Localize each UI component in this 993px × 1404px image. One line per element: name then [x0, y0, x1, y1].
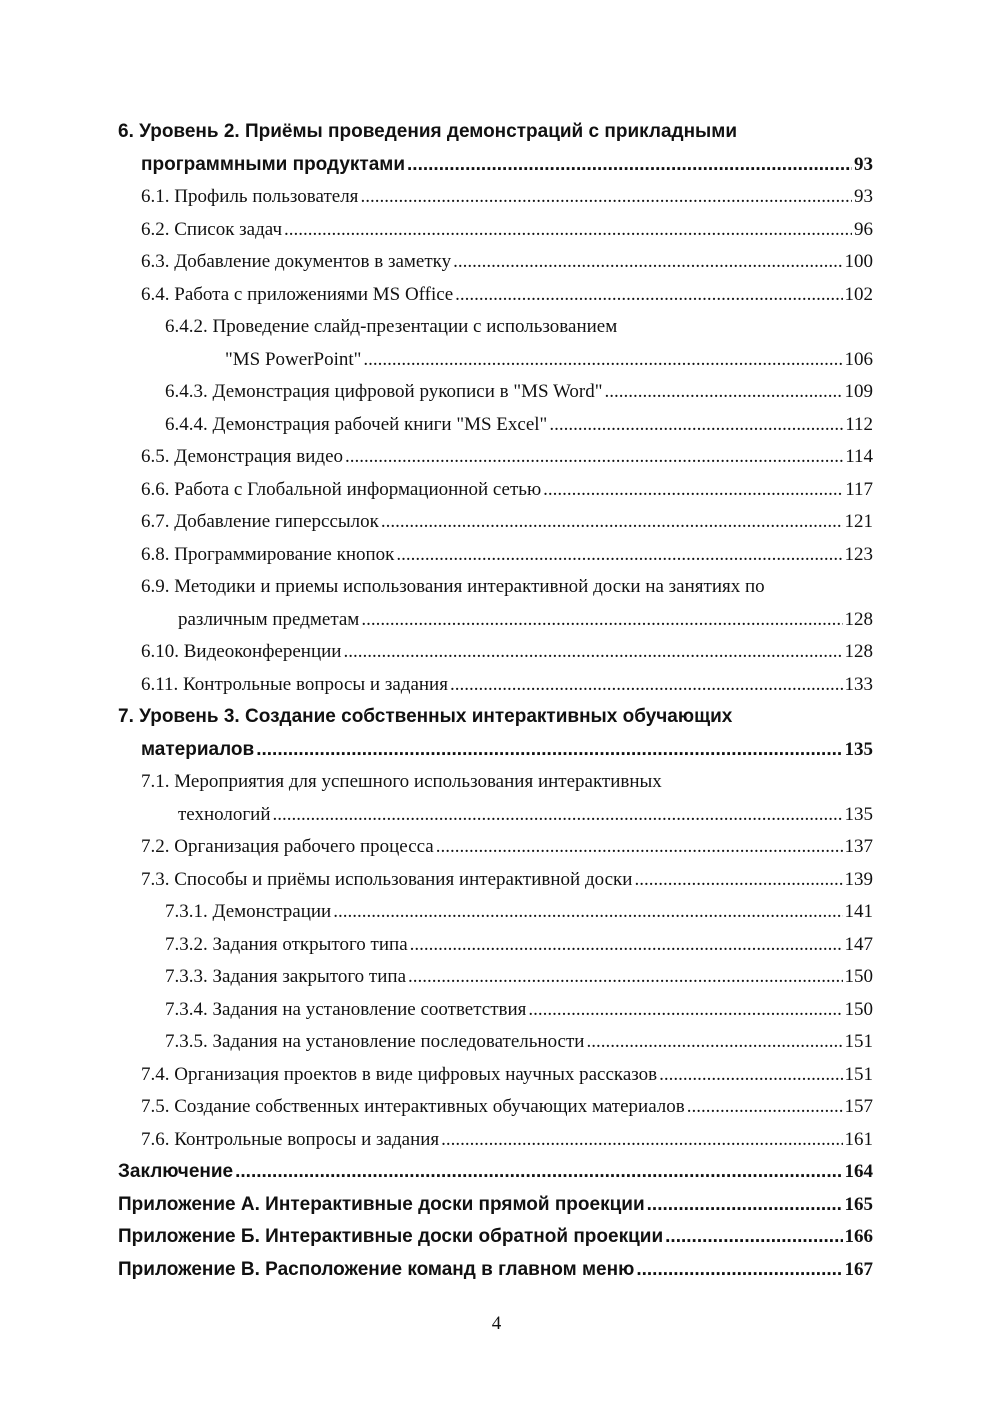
toc-entry-title: 6.8. Программирование кнопок [141, 543, 395, 565]
toc-page-number: 121 [844, 511, 873, 532]
toc-entry-line [118, 311, 873, 344]
toc-entry-title: 6. Уровень 2. Приёмы проведения демонстраций с прикладными [118, 121, 738, 142]
dot-leader [381, 506, 843, 539]
toc-entry[interactable] [118, 539, 873, 572]
toc-page-number: 151 [844, 1063, 873, 1085]
toc-entry-line [118, 961, 873, 994]
dot-leader [450, 669, 843, 702]
toc-entry[interactable] [118, 181, 873, 214]
toc-entry[interactable] [118, 246, 873, 279]
toc-entry-line [118, 1091, 873, 1124]
toc-entry-title: 7. Уровень 3. Создание собственных интерактивных обучающих [118, 706, 733, 727]
toc-entry-line [118, 474, 873, 507]
toc-entry[interactable] [118, 1026, 873, 1059]
toc-page-number: 102 [844, 283, 873, 305]
toc-entry-title: 6.7. Добавление гиперссылок [141, 511, 379, 532]
dot-leader [361, 604, 842, 637]
toc-entry-line [118, 799, 873, 832]
dot-leader [396, 539, 842, 572]
dot-leader [360, 181, 852, 214]
toc-page-number: 128 [844, 608, 873, 630]
dot-leader [436, 831, 843, 864]
toc-entry[interactable] [118, 1124, 873, 1157]
toc-entry-title: технологий [178, 803, 271, 825]
toc-entry[interactable] [118, 1254, 873, 1287]
toc-page-number: 133 [844, 673, 873, 695]
toc-entry-title: 6.6. Работа с Глобальной информационной сетью [141, 478, 542, 500]
toc-entry-title: 6.11. Контрольные вопросы и задания [141, 673, 448, 695]
toc-entry-title: 6.2. Список задач [141, 218, 283, 240]
dot-leader [343, 636, 842, 669]
toc-entry-title: 7.3.2. Задания открытого типа [165, 933, 408, 955]
dot-leader [647, 1189, 843, 1222]
toc-entry-title: 7.5. Создание собственных интерактивных обучающих материалов [141, 1096, 685, 1117]
toc-entry-line [118, 181, 873, 214]
toc-entry-title: Приложение Б. Интерактивные доски обратной проекции [118, 1226, 664, 1247]
toc-entry[interactable] [118, 474, 873, 507]
toc-entry[interactable] [118, 896, 873, 929]
toc-entry-title: материалов [141, 738, 255, 760]
toc-entry[interactable] [118, 311, 873, 376]
dot-leader [441, 1124, 842, 1157]
dot-leader [455, 279, 842, 312]
dot-leader [363, 344, 842, 377]
toc-page-number: 165 [844, 1193, 873, 1215]
toc-entry-title: 7.6. Контрольные вопросы и задания [141, 1128, 440, 1150]
toc-entry-title: 7.3.5. Задания на установление последовательности [165, 1031, 585, 1052]
toc-entry[interactable] [118, 1059, 873, 1092]
toc-entry-title: программными продуктами [141, 153, 406, 175]
toc-entry-line [118, 604, 873, 637]
toc-page-number: 114 [845, 446, 873, 467]
toc-entry-line [118, 669, 873, 702]
toc-entry[interactable] [118, 279, 873, 312]
toc-entry[interactable] [118, 376, 873, 409]
toc-entry[interactable] [118, 1091, 873, 1124]
toc-entry-line [118, 116, 873, 149]
toc-page-number: 164 [844, 1161, 873, 1182]
toc-entry[interactable] [118, 1156, 873, 1189]
toc-entry-line [118, 831, 873, 864]
toc-entry-title: 6.4.2. Проведение слайд-презентации с использованием [165, 316, 618, 337]
dot-leader [687, 1091, 843, 1124]
toc-entry-line [118, 539, 873, 572]
toc-entry-title: Приложение А. Интерактивные доски прямой проекции [118, 1193, 645, 1215]
toc-entry-line [118, 409, 873, 442]
toc-entry[interactable] [118, 864, 873, 897]
toc-entry-line [118, 994, 873, 1027]
toc-entry[interactable] [118, 571, 873, 636]
toc-page-number: 100 [844, 251, 873, 272]
toc-entry-line [118, 214, 873, 247]
dot-leader [273, 799, 843, 832]
toc-entry-line [118, 1156, 873, 1189]
toc-entry-title: 6.3. Добавление документов в заметку [141, 251, 452, 272]
toc-page-number: 137 [844, 836, 873, 857]
toc-entry-line [118, 1124, 873, 1157]
toc-entry-title: 7.3. Способы и приёмы использования интерактивной доски [141, 868, 633, 890]
toc-entry-line [118, 441, 873, 474]
toc-entry[interactable] [118, 929, 873, 962]
toc-entry[interactable] [118, 441, 873, 474]
toc-entry[interactable] [118, 701, 873, 766]
toc-entry-line [118, 1221, 873, 1254]
toc-entry[interactable] [118, 961, 873, 994]
toc-entry[interactable] [118, 214, 873, 247]
toc-entry-title: 7.3.1. Демонстрации [165, 901, 332, 922]
toc-entry-title: различным предметам [178, 608, 360, 630]
toc-entry-line [118, 636, 873, 669]
dot-leader [636, 1254, 842, 1287]
toc-entry[interactable] [118, 636, 873, 669]
toc-page-number: 150 [844, 966, 873, 987]
toc-entry-line [118, 929, 873, 962]
toc-entry[interactable] [118, 831, 873, 864]
toc-entry-line [118, 1254, 873, 1287]
dot-leader [408, 961, 842, 994]
toc-entry-line [118, 279, 873, 312]
toc-entry-title: Приложение В. Расположение команд в главном меню [118, 1258, 635, 1280]
toc-page-number: 147 [844, 933, 873, 955]
dot-leader [549, 409, 843, 442]
toc-page-number: 96 [854, 218, 873, 240]
toc-entry-title: 6.4.4. Демонстрация рабочей книги "MS Excel" [165, 413, 548, 435]
toc-entry-title: 7.1. Мероприятия для успешного использования интерактивных [141, 771, 662, 792]
dot-leader [586, 1026, 842, 1059]
dot-leader [665, 1221, 842, 1254]
toc-entry-title: 7.3.3. Задания закрытого типа [165, 966, 407, 987]
dot-leader [659, 1059, 842, 1092]
toc-page-number: 151 [844, 1031, 873, 1052]
dot-leader [407, 149, 852, 182]
dot-leader [634, 864, 842, 897]
table-of-contents [118, 116, 873, 1286]
toc-page-number: 135 [844, 738, 873, 760]
toc-page-number: 109 [844, 381, 873, 402]
toc-page-number: 128 [844, 641, 873, 662]
toc-page-number: 93 [854, 153, 873, 175]
toc-entry-line [118, 246, 873, 279]
dot-leader [453, 246, 842, 279]
dot-leader [345, 441, 843, 474]
toc-entry-title: 6.5. Демонстрация видео [141, 446, 344, 467]
dot-leader [284, 214, 852, 247]
toc-entry-title: 6.4. Работа с приложениями MS Office [141, 283, 454, 305]
dot-leader [410, 929, 843, 962]
toc-entry-line [118, 571, 873, 604]
toc-page-number: 166 [844, 1226, 873, 1247]
toc-page-number: 139 [844, 868, 873, 890]
toc-entry-title: 6.1. Профиль пользователя [141, 186, 359, 207]
dot-leader [235, 1156, 842, 1189]
toc-entry[interactable] [118, 994, 873, 1027]
toc-entry-line [118, 896, 873, 929]
toc-page-number: 123 [844, 543, 873, 565]
dot-leader [528, 994, 842, 1027]
dot-leader [256, 734, 842, 767]
toc-entry-line [118, 344, 873, 377]
toc-entry[interactable] [118, 1221, 873, 1254]
toc-entry[interactable] [118, 669, 873, 702]
toc-entry-line [118, 1026, 873, 1059]
toc-entry-title: "MS PowerPoint" [225, 348, 362, 370]
toc-page-number: 106 [844, 348, 873, 370]
toc-entry-title: 6.4.3. Демонстрация цифровой рукописи в "MS Word" [165, 381, 603, 402]
toc-page-number: 93 [854, 186, 873, 207]
dot-leader [333, 896, 842, 929]
dot-leader [605, 376, 843, 409]
toc-entry[interactable] [118, 766, 873, 831]
toc-entry-title: 7.2. Организация рабочего процесса [141, 836, 434, 857]
toc-page-number: 117 [845, 478, 873, 500]
toc-entry-line [118, 701, 873, 734]
toc-entry-line [118, 864, 873, 897]
toc-page-number: 150 [844, 998, 873, 1020]
toc-page-number: 161 [844, 1128, 873, 1150]
toc-page-number: 167 [844, 1258, 873, 1280]
toc-entry-line [118, 766, 873, 799]
toc-entry-line [118, 1189, 873, 1222]
toc-entry-title: 6.9. Методики и приемы использования интерактивной доски на занятиях по [141, 576, 765, 597]
toc-page-number: 141 [844, 901, 873, 922]
toc-entry[interactable] [118, 116, 873, 181]
toc-entry-line [118, 149, 873, 182]
dot-leader [543, 474, 843, 507]
toc-entry-title: 6.10. Видеоконференции [141, 641, 342, 662]
toc-entry-line [118, 376, 873, 409]
toc-entry-title: 7.4. Организация проектов в виде цифровых научных рассказов [141, 1063, 658, 1085]
toc-entry-line [118, 506, 873, 539]
toc-entry-line [118, 734, 873, 767]
toc-entry[interactable] [118, 506, 873, 539]
toc-entry[interactable] [118, 1189, 873, 1222]
toc-page-number: 135 [844, 803, 873, 825]
toc-entry-title: Заключение [118, 1161, 234, 1182]
toc-entry-line [118, 1059, 873, 1092]
toc-entry-title: 7.3.4. Задания на установление соответствия [165, 998, 527, 1020]
toc-page-number: 112 [845, 413, 873, 435]
toc-page-number: 157 [844, 1096, 873, 1117]
toc-entry[interactable] [118, 409, 873, 442]
page-number: 4 [491, 1313, 502, 1334]
